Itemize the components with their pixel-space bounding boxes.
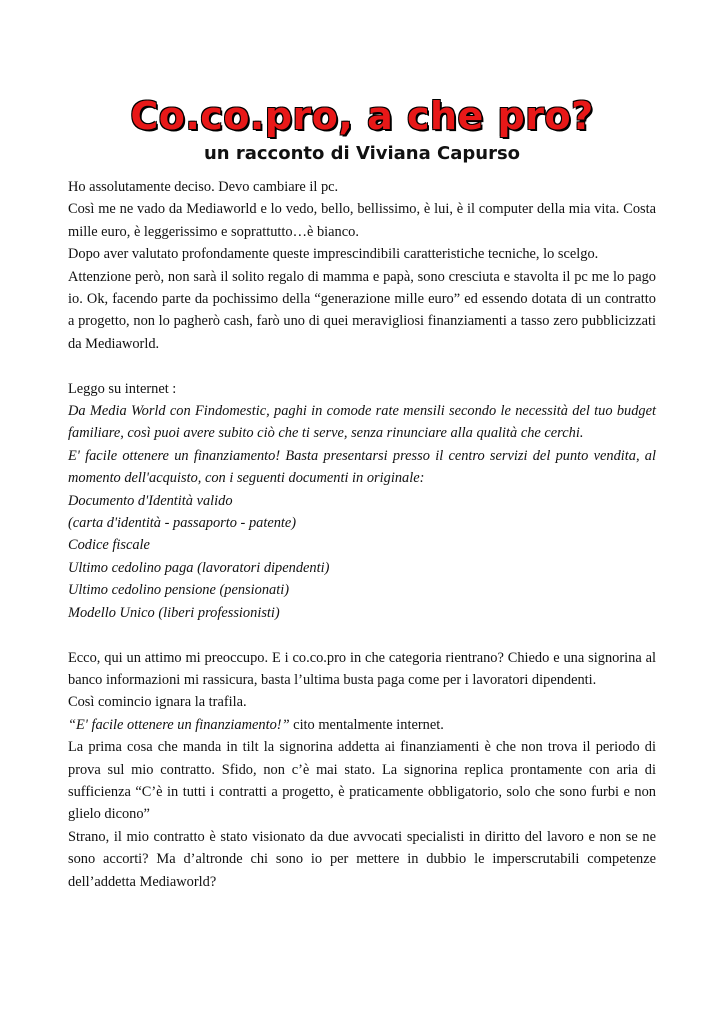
paragraph: Ecco, qui un attimo mi preoccupo. E i co.co.pro in che categoria rientrano? Chiedo e una signorina al banco informazioni mi rassicura, basta l’ultima busta paga come per i lavoratori dipendenti. (68, 649, 656, 688)
paragraph (68, 714, 656, 736)
paragraph: Leggo su internet : (68, 380, 177, 397)
document-list-item: Ultimo cedolino paga (lavoratori dipendenti) (68, 559, 330, 576)
document-list-item: Documento d'Identità valido (68, 492, 233, 509)
inline-quote: “E' facile ottenere un finanziamento!” (68, 716, 290, 733)
paragraph: La prima cosa che manda in tilt la signorina addetta ai finanziamenti è che non trova il periodo di prova sul mio contratto. Sfido, non c’è mai stato. La signorina replica prontamente con aria di sufficienza “C’è in tutti i contratti a progetto, è praticamente obbligatorio, solo che sono furbi e non glielo dicono” (68, 739, 656, 823)
quoted-paragraph: E' facile ottenere un finanziamento! Basta presentarsi presso il centro servizi del punto vendita, al momento dell'acquisto, con i seguenti documenti in originale: (68, 447, 656, 487)
paragraph: Attenzione però, non sarà il solito regalo di mamma e papà, sono cresciuta e stavolta il pc me lo pago io. Ok, facendo parte da pochissimo della “generazione mille euro” ed essendo dotata di un contratto a progetto, non lo pagherò cash, farò uno di quei meravigliosi finanziamenti a tasso zero pubblicizzati da Mediaworld. (68, 268, 656, 352)
paragraph: Così comincio ignara la trafila. (68, 694, 247, 711)
document-list-item: (carta d'identità - passaporto - patente) (68, 515, 297, 532)
paragraph: Così me ne vado da Mediaworld e lo vedo, bello, bellissimo, è lui, è il computer della mia vita. Costa mille euro, è leggerissimo e soprattutto…è bianco. (68, 201, 656, 240)
paragraph: Ho assolutamente deciso. Devo cambiare il pc. (68, 179, 339, 195)
paragraph-gap (68, 624, 656, 646)
document-title: Co.co.pro, a che pro? (130, 94, 594, 138)
paragraph-gap (68, 355, 656, 377)
quoted-paragraph: Da Media World con Findomestic, paghi in comode rate mensili secondo le necessità del tuo budget familiare, così puoi avere subito ciò che ti serve, senza rinunciare alla qualità che cerchi. (68, 403, 656, 442)
document-list-item: Ultimo cedolino pensione (pensionati) (68, 582, 290, 599)
document-list-item: Modello Unico (liberi professionisti) (68, 604, 280, 621)
paragraph: Strano, il mio contratto è stato visionato da due avvocati specialisti in diritto del lavoro e non se ne sono accorti? Ma d’altronde chi sono io per mettere in dubbio le imperscrutabili competenze dell’addetta Mediaworld? (68, 828, 656, 890)
paragraph: Dopo aver valutato profondamente queste imprescindibili caratteristiche tecniche, lo scelgo. (68, 246, 599, 263)
document-body (68, 176, 656, 893)
document-subtitle: un racconto di Viviana Capurso (203, 143, 521, 164)
inline-text: cito mentalmente internet. (289, 716, 444, 733)
document-list-item: Codice fiscale (68, 537, 150, 554)
